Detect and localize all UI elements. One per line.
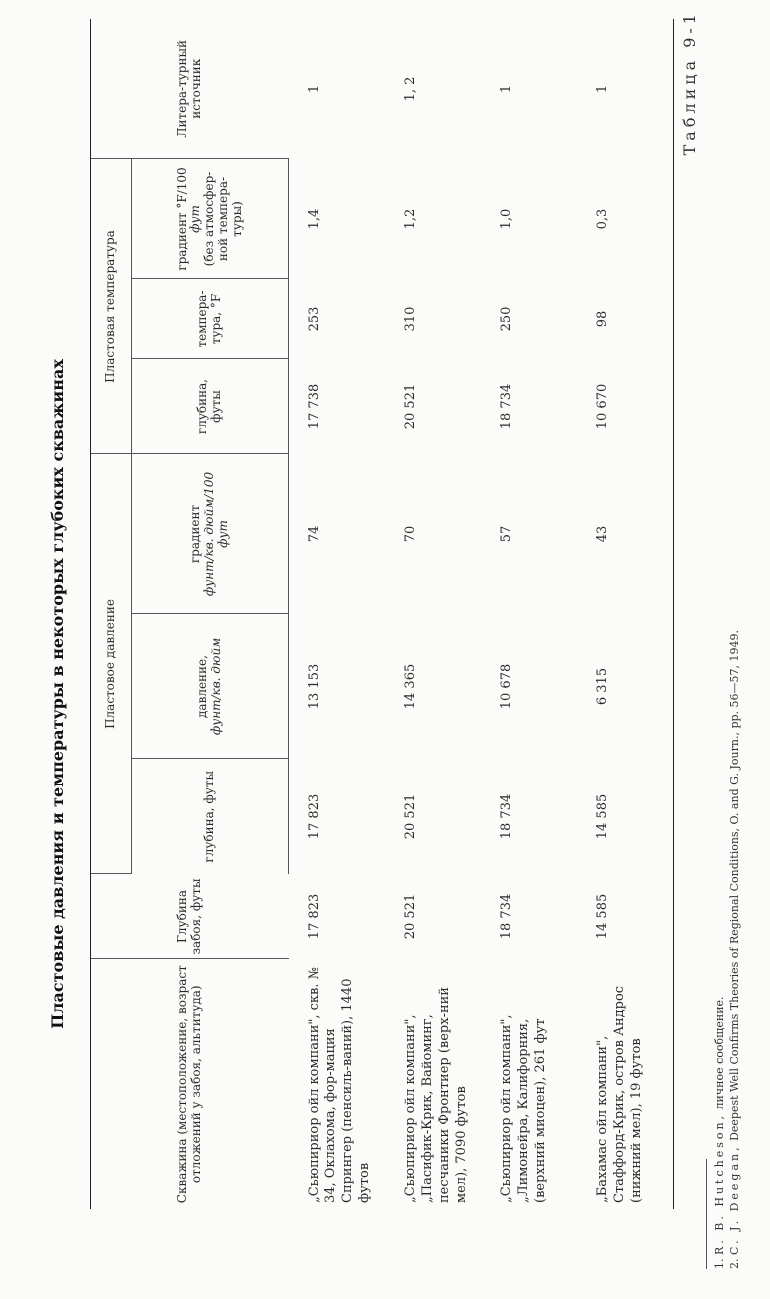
cell-temperature-depth: 17 738 (307, 383, 322, 430)
cell-pressure-depth: 17 823 (307, 793, 322, 840)
cell-pressure-value: 14 365 (403, 663, 418, 710)
cell-source: 1 (306, 84, 322, 94)
header-pressure-gradient (132, 454, 289, 614)
footnote-text: Deepest Well Confirms Theories of Regional Conditions, O. and G. Journ., pp. 56—57, 1949. (727, 630, 741, 1145)
cell-temperature-gradient: 1,2 (403, 208, 418, 230)
header-depth: Глубина забоя, футы (91, 874, 289, 959)
cell-depth: 20 521 (403, 893, 418, 940)
cell-source: 1 (499, 84, 514, 94)
footnote-number: 2. (727, 1258, 741, 1269)
header-pressure-depth: глубина, футы (132, 759, 289, 874)
cell-temperature-gradient: 1,4 (307, 208, 322, 230)
table-row (481, 19, 577, 1209)
cell-depth: 18 734 (499, 893, 514, 940)
cell-pressure-value: 6 315 (577, 614, 674, 759)
cell-well: „Бахамас ойл компани", Стаффорд-Крик, остров Андрос (нижний мел), 19 футов (577, 959, 674, 1209)
header-well: Скважина (местоположение, возраст отложений у забоя, альтитуда) (91, 959, 289, 1209)
table-label: Таблица 9-1 (680, 10, 699, 156)
header-temperature-gradient-label: градиент °F/100 (174, 167, 189, 271)
table-title: Пластовые давления и температуры в некоторых глубоких скважинах (48, 359, 67, 1029)
table-row (385, 19, 481, 1209)
cell-pressure-depth: 18 734 (499, 793, 514, 840)
cell-pressure-depth: 20 521 (403, 793, 418, 840)
header-temperature-depth: глубина, футы (132, 359, 289, 454)
header-temperature-group: Пластовая температура (91, 159, 132, 454)
cell-well: „Сьюпириор ойл компани", скв. № 34, Оклахома, фор-мация Спрингер (пенсиль-ваний), 1440 футов (306, 967, 373, 1203)
header-pressure-value-label: давление, (195, 655, 210, 718)
cell-temperature-value: 253 (307, 306, 322, 332)
cell-pressure-value: 10 678 (499, 663, 514, 710)
cell-temperature-gradient: 0,3 (577, 159, 674, 279)
cell-pressure-gradient: 43 (577, 454, 674, 614)
cell-depth: 14 585 (577, 874, 674, 959)
footnote-text: личное сообщение. (713, 996, 726, 1113)
cell-depth: 17 823 (306, 893, 322, 940)
footnote-rule (706, 1159, 707, 1269)
cell-pressure-gradient: 57 (499, 525, 514, 543)
header-temperature-gradient-unit: фут (188, 205, 203, 233)
cell-well: „Сьюпириор ойл компани", „Пасифик-Крик, Вайоминг, песчаники Фронтиер (верх-ний мел), 7090 футов (403, 987, 469, 1203)
cell-temperature-depth: 18 734 (499, 383, 514, 430)
cell-temperature-value: 250 (499, 306, 514, 332)
cell-well: „Сьюпириор ойл компани", „Лимонейра, Калифорния, (верхний миоцен), 261 фут (499, 1014, 548, 1203)
header-source: Литера-турный источник (91, 19, 289, 159)
cell-pressure-gradient: 70 (403, 525, 418, 543)
cell-source: 1 (577, 19, 674, 159)
cell-pressure-depth: 14 585 (577, 759, 674, 874)
footnote-author: R. B. Hutcheson, (713, 1112, 726, 1255)
cell-temperature-depth: 10 670 (577, 359, 674, 454)
cell-temperature-value: 98 (577, 279, 674, 359)
header-temperature-gradient-note: (без атмосфер-ной темпера-туры) (202, 171, 244, 267)
cell-pressure-value: 13 153 (307, 663, 322, 710)
header-temperature-value: темпера-тура, °F (132, 279, 289, 359)
table-row (577, 19, 674, 1209)
cell-pressure-gradient: 74 (307, 525, 322, 543)
header-pressure-gradient-unit: фунт/кв. дюйм/100 фут (202, 471, 230, 597)
header-pressure-value-unit: фунт/кв. дюйм (209, 637, 223, 736)
footnote-number: 1. (713, 1258, 726, 1269)
footnote-item (728, 630, 743, 1269)
data-table (90, 19, 674, 1209)
header-pressure-gradient-label: градиент (188, 504, 203, 564)
header-pressure-value (132, 614, 289, 759)
header-row-groups (91, 19, 132, 1209)
table-row (289, 19, 386, 1209)
cell-temperature-depth: 20 521 (403, 383, 418, 430)
cell-source: 1, 2 (403, 76, 418, 102)
footnotes (706, 630, 743, 1269)
header-pressure-group: Пластовое давление (91, 454, 132, 874)
header-temperature-gradient (132, 159, 289, 279)
footnote-author: C. J. Deegan, (727, 1144, 741, 1255)
cell-temperature-value: 310 (403, 306, 418, 332)
footnote-item (713, 630, 728, 1269)
cell-temperature-gradient: 1,0 (499, 208, 514, 230)
